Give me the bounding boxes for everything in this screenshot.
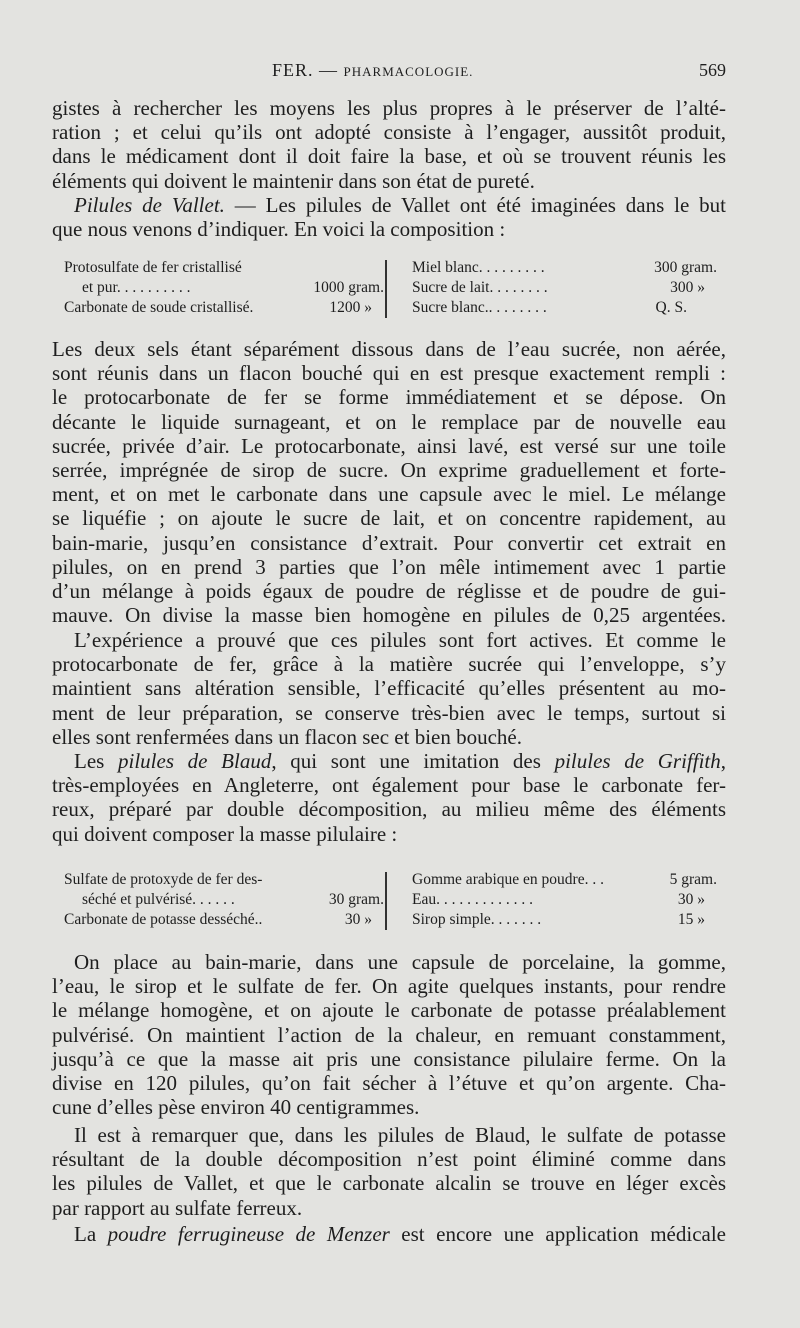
text-line: décante le liquide surnageant, et on le remplace par de nouvelle eau	[52, 409, 726, 434]
table-column-left	[64, 870, 384, 930]
table-row: Carbonate de soude cristallisé. 1200 »	[64, 299, 372, 316]
paragraph-2	[52, 193, 726, 241]
table-column-right	[412, 258, 717, 318]
table-row: et pur. . . . . . . . . . 1000 gram.	[82, 279, 384, 296]
text-line: elles sont renfermées dans un flacon sec et bien bouché.	[52, 724, 522, 749]
paragraph-8	[52, 1222, 726, 1246]
text-line: Les deux sels étant séparément dissous dans de l’eau sucrée, non aérée,	[52, 337, 726, 361]
table-row: Sucre de lait. . . . . . . . 300 »	[412, 279, 705, 296]
text-line: très-employées en Angleterre, ont également pour base le carbonate fer-	[52, 773, 726, 798]
text-line: bain-marie, jusqu’en consistance d’extrait. Pour convertir cet extrait en	[52, 530, 726, 555]
composition-table-vallet	[52, 258, 726, 320]
text-line: mauve. On divise la masse bien homogène en pilules de 0,25 argentées.	[52, 603, 726, 628]
table-row: Sulfate de protoxyde de fer des-	[64, 871, 263, 888]
table-row: Miel blanc. . . . . . . . . 300 gram.	[412, 259, 717, 276]
text-line: le protocarbonate de fer se forme immédiatement et se dépose. On	[52, 385, 726, 410]
text-line: par rapport au sulfate ferreux.	[52, 1195, 303, 1220]
text-line: Les pilules de Blaud, qui sont une imitation des pilules de Griffith,	[74, 749, 727, 773]
paragraph-3	[52, 337, 726, 627]
text-line: sucrée, privée d’air. Le protocarbonate, ainsi lavé, est versé sur une toile	[52, 433, 726, 458]
text-line: Il est à remarquer que, dans les pilules de Blaud, le sulfate de potasse	[74, 1123, 726, 1147]
text-line: serrée, imprégnée de sirop de sucre. On exprime graduellement et forte-	[52, 457, 726, 482]
text-line: reux, préparé par double décomposition, au milieu même des éléments	[52, 797, 726, 822]
paragraph-5	[52, 749, 726, 846]
text-line: gistes à rechercher les moyens les plus propres à le préserver de l’alté-	[52, 96, 726, 120]
text-line: maintient sans altération sensible, l’efficacité qu’elles présentent au mo-	[52, 676, 726, 701]
text-line: L’expérience a prouvé que ces pilules sont fort actives. Et comme le	[74, 628, 726, 652]
running-header	[52, 60, 726, 88]
column-divider	[385, 872, 387, 930]
paragraph-1	[52, 96, 726, 193]
text-line: cune d’elles pèse environ 40 centigrammes.	[52, 1095, 420, 1120]
table-row: Protosulfate de fer cristallisé	[64, 259, 242, 276]
text-line: pilules, on en prend 3 parties que l’on mêle intimement avec 1 partie	[52, 554, 726, 579]
text-line: ment de leur préparation, se conserve très-bien avec le temps, surtout si	[52, 700, 726, 725]
italic-title: Pilules de Vallet.	[74, 193, 225, 217]
running-title: FER. — PHARMACOLOGIE.	[272, 60, 474, 80]
text-line: protocarbonate de fer, grâce à la matière sucrée qui l’enveloppe, s’y	[52, 652, 726, 677]
text-line: On place au bain-marie, dans une capsule de porcelaine, la gomme,	[74, 950, 726, 974]
text-line: ration ; et celui qu’ils ont adopté consiste à l’engager, aussitôt produit,	[52, 120, 726, 145]
text-line: le mélange homogène, et on ajoute le carbonate de potasse préalablement	[52, 998, 726, 1023]
paragraph-4	[52, 628, 726, 749]
text-line: ment, et on met le carbonate dans une capsule avec le miel. Le mélange	[52, 482, 726, 507]
text-line: d’un mélange à poids égaux de poudre de réglisse et de poudre de gui-	[52, 578, 726, 603]
text-line: éléments qui doivent le maintenir dans son état de pureté.	[52, 168, 535, 193]
text-line: l’eau, le sirop et le sulfate de fer. On agite quelques instants, pour rendre	[52, 974, 726, 999]
page-number: 569	[699, 60, 726, 80]
table-row: Sirop simple. . . . . . . 15 »	[412, 911, 705, 928]
text-line: jusqu’à ce que la masse ait pris une consistance pilulaire ferme. On la	[52, 1046, 726, 1071]
text-line: La poudre ferrugineuse de Menzer est encore une application médicale	[74, 1222, 726, 1246]
column-divider	[385, 260, 387, 318]
paragraph-6	[52, 950, 726, 1119]
table-row: Carbonate de potasse desséché.. 30 »	[64, 911, 372, 928]
paragraph-7	[52, 1123, 726, 1220]
table-row: Gomme arabique en poudre. . . 5 gram.	[412, 871, 717, 888]
text-line: sont réunis dans un flacon bouché qui en est presque exactement rempli :	[52, 361, 726, 386]
text-line: résultant de la double décomposition n’est point éliminé comme dans	[52, 1147, 726, 1172]
table-column-right	[412, 870, 717, 930]
text-line: dans le médicament dont il doit faire la base, et où se trouvent réunis les	[52, 144, 726, 169]
table-row: Eau. . . . . . . . . . . . . 30 »	[412, 891, 705, 908]
text-line: les pilules de Vallet, et que le carbonate alcalin se trouve en léger excès	[52, 1171, 726, 1196]
text-line: qui doivent composer la masse pilulaire :	[52, 821, 398, 846]
composition-table-blaud	[52, 870, 726, 932]
table-row: Sucre blanc.. . . . . . . . Q. S.	[412, 299, 687, 316]
text-line: divise en 120 pilules, qu’on fait sécher à l’étuve et qu’on argente. Cha-	[52, 1070, 726, 1095]
table-column-left	[64, 258, 384, 318]
text-line: que nous venons d’indiquer. En voici la composition :	[52, 217, 506, 242]
text-line: Pilules de Vallet. — Les pilules de Vallet ont été imaginées dans le but	[74, 193, 726, 217]
table-row: séché et pulvérisé. . . . . . 30 gram.	[82, 891, 384, 908]
text-line: pulvérisé. On maintient l’action de la chaleur, en remuant constamment,	[52, 1022, 726, 1047]
text-line: se liquéfie ; on ajoute le sucre de lait, et on concentre rapidement, au	[52, 506, 726, 531]
